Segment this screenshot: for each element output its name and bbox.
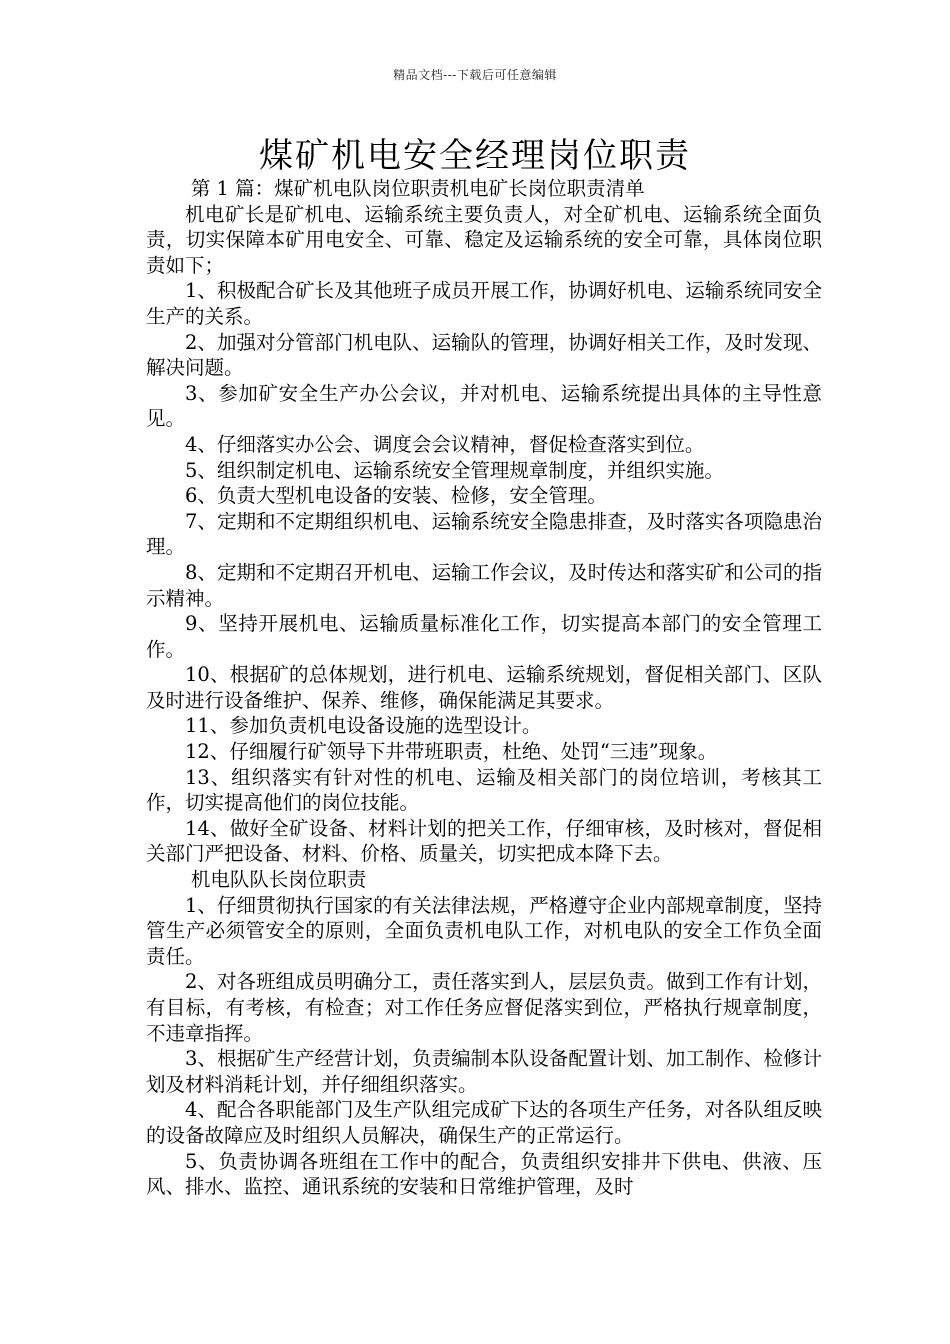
document-body	[146, 176, 822, 1200]
duty-item: 1、积极配合矿长及其他班子成员开展工作，协调好机电、运输系统同安全生产的关系。	[146, 279, 822, 328]
duty-item: 6、负责大型机电设备的安装、检修，安全管理。	[185, 484, 607, 508]
duty-item: 14、做好全矿设备、材料计划的把关工作，仔细审核，及时核对，督促相关部门严把设备、材料、价格、质量关，切实把成本降下去。	[146, 816, 822, 866]
duty-item: 1、仔细贯彻执行国家的有关法律法规，严格遵守企业内部规章制度，坚持管生产必须管安全的原则，全面负责机电队工作，对机电队的安全工作负全面责任。	[146, 893, 822, 968]
duty-item: 7、定期和不定期组织机电、运输系统安全隐患排查，及时落实各项隐患治理。	[146, 509, 822, 559]
section-heading: 机电队队长岗位职责	[190, 868, 367, 892]
section-heading: 第 1 篇：煤矿机电队岗位职责机电矿长岗位职责清单	[190, 177, 645, 200]
duty-item: 8、定期和不定期召开机电、运输工作会议，及时传达和落实矿和公司的指示精神。	[146, 560, 822, 610]
duty-item: 10、根据矿的总体规划，进行机电、运输系统规划，督促相关部门、区队及时进行设备维护、保养、维修，确保能满足其要求。	[146, 663, 822, 712]
duty-item: 5、组织制定机电、运输系统安全管理规章制度，并组织实施。	[185, 458, 724, 482]
duty-item: 4、配合各职能部门及生产队组完成矿下达的各项生产任务，对各队组反映的设备故障应及时组织人员解决，确保生产的正常运行。	[146, 1098, 822, 1147]
duty-item: 13、组织落实有针对性的机电、运输及相关部门的岗位培训，考核其工作，切实提高他们的岗位技能。	[146, 765, 822, 815]
document-title: 煤矿机电安全经理岗位职责	[259, 136, 691, 176]
duty-item: 3、参加矿安全生产办公会议，并对机电、运输系统提出具体的主导性意见。	[146, 381, 822, 431]
duty-item: 5、负责协调各班组在工作中的配合，负责组织安排井下供电、供液、压风、排水、监控、通讯系统的安装和日常维护管理，及时	[146, 1149, 822, 1199]
duty-item: 11、参加负责机电设备设施的选型设计。	[185, 714, 542, 738]
duty-item: 12、仔细履行矿领导下井带班职责，杜绝、处罚“三违”现象。	[185, 740, 718, 764]
paragraph: 机电矿长是矿机电、运输系统主要负责人，对全矿机电、运输系统全面负责，切实保障本矿用电安全、可靠、稳定及运输系统的安全可靠，具体岗位职责如下；	[146, 202, 822, 277]
duty-item: 2、加强对分管部门机电队、运输队的管理，协调好相关工作，及时发现、解决问题。	[146, 330, 822, 380]
duty-item: 2、对各班组成员明确分工，责任落实到人，层层负责。做到工作有计划，有目标，有考核，有检查；对工作任务应督促落实到位，严格执行规章制度，不违章指挥。	[146, 970, 822, 1045]
header-note: 精品文档---下载后可任意编辑	[393, 68, 557, 82]
duty-item: 4、仔细落实办公会、调度会会议精神，督促检查落实到位。	[185, 432, 705, 456]
duty-item: 9、坚持开展机电、运输质量标准化工作，切实提高本部门的安全管理工作。	[146, 612, 822, 661]
duty-item: 3、根据矿生产经营计划，负责编制本队设备配置计划、加工制作、检修计划及材料消耗计划，并仔细组织落实。	[146, 1047, 822, 1096]
